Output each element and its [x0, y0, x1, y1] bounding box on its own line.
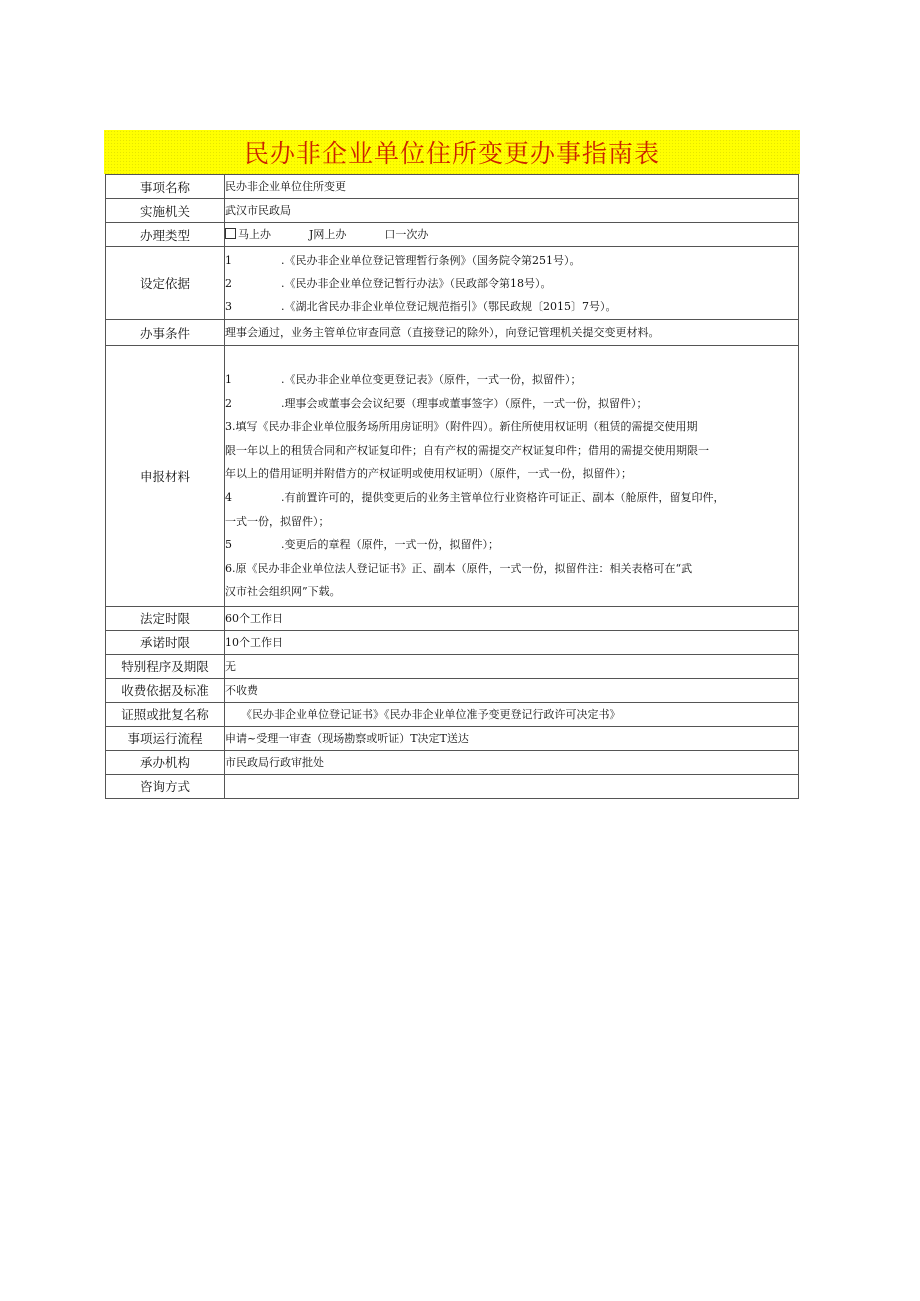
value-fee: 不收费: [225, 678, 799, 702]
material-line: 3.填写《民办非企业单位服务场所用房证明》（附件四）。新住所使用权证明（租赁的需提交使用期: [225, 420, 698, 434]
row-fee: [106, 678, 799, 702]
label-basis: 设定依据: [106, 247, 225, 320]
basis-line: 1 .《民办非企业单位登记管理暂行条例》（国务院令第251号）。: [225, 253, 581, 267]
value-item-name: 民办非企业单位住所变更: [225, 175, 799, 199]
material-line: 4 .有前置许可的，提供变更后的业务主管单位行业资格许可证正、副本（舱原件，留复印件，: [225, 490, 725, 504]
label-certificate: 证照或批复名称: [106, 702, 225, 726]
value-materials: [225, 346, 799, 607]
type-option-1: 马上办: [238, 228, 271, 241]
title-bar: [104, 130, 800, 174]
label-handler: 承办机构: [106, 750, 225, 774]
basis-line: 2 .《民办非企业单位登记暂行办法》（民政部令第18号）。: [225, 276, 552, 290]
row-type: [106, 223, 799, 247]
type-option-2: J网上办: [309, 228, 347, 241]
material-line: 6.原《民办非企业单位法人登记证书》正、副本（原件，一式一份，拟留件注：相关表格可在“武: [225, 561, 693, 575]
label-promised-time: 承诺时限: [106, 630, 225, 654]
row-item-name: [106, 175, 799, 199]
value-process: 申请~受理一审查（现场勘察或听证）T决定T送达: [225, 726, 799, 750]
value-conditions: 理事会通过，业务主管单位审查同意（直接登记的除外），向登记管理机关提交变更材料。: [225, 320, 799, 346]
value-basis: [225, 247, 799, 320]
material-line: 5 .变更后的章程（原件，一式一份，拟留件）；: [225, 538, 499, 552]
row-legal-time: [106, 606, 799, 630]
label-process: 事项运行流程: [106, 726, 225, 750]
page-title: 民办非企业单位住所变更办事指南表: [243, 139, 660, 168]
row-promised-time: [106, 630, 799, 654]
basis-line: 3 .《湖北省民办非企业单位登记规范指引》（鄂民政规〔2015〕7号）。: [225, 299, 617, 313]
checkbox-icon: [225, 228, 236, 239]
row-basis: [106, 247, 799, 320]
row-handler: [106, 750, 799, 774]
row-process: [106, 726, 799, 750]
value-legal-time: 60个工作日: [225, 606, 799, 630]
material-line: 1 .《民办非企业单位变更登记表》（原件，一式一份，拟留件）；: [225, 373, 582, 386]
value-handler: 市民政局行政审批处: [225, 750, 799, 774]
value-type: [225, 223, 799, 247]
material-line: 一式一份，拟留件）；: [225, 514, 330, 528]
row-special: [106, 654, 799, 678]
label-special: 特别程序及期限: [106, 654, 225, 678]
value-certificate: 《民办非企业单位登记证书》《民办非企业单位准予变更登记行政许可决定书》: [225, 702, 799, 726]
label-agency: 实施机关: [106, 199, 225, 223]
label-fee: 收费依据及标准: [106, 678, 225, 702]
type-option-3: 口一次办: [384, 228, 429, 241]
material-line: 汉市社会组织网”下载。: [225, 585, 341, 599]
label-item-name: 事项名称: [106, 175, 225, 199]
label-conditions: 办事条件: [106, 320, 225, 346]
material-line: 年以上的借用证明并附借方的产权证明或使用权证明）（原件，一式一份，拟留件）；: [225, 467, 632, 481]
row-materials: [106, 346, 799, 607]
label-type: 办理类型: [106, 223, 225, 247]
row-certificate: [106, 702, 799, 726]
value-agency: 武汉市民政局: [225, 199, 799, 223]
row-agency: [106, 199, 799, 223]
label-legal-time: 法定时限: [106, 606, 225, 630]
guide-table: [105, 174, 799, 799]
label-consult: 咨询方式: [106, 774, 225, 798]
label-materials: 申报材料: [106, 346, 225, 607]
material-line: 2 .理事会或董事会会议纪要（理事或董事签字）（原件，一式一份，拟留件）；: [225, 396, 648, 410]
value-consult: [225, 774, 799, 798]
value-promised-time: 10个工作日: [225, 630, 799, 654]
material-line: 限一年以上的租赁合同和产权证复印件；自有产权的需提交产权证复印件；借用的需提交使用期限一: [225, 443, 709, 457]
value-special: 无: [225, 654, 799, 678]
row-consult: [106, 774, 799, 798]
row-conditions: [106, 320, 799, 346]
